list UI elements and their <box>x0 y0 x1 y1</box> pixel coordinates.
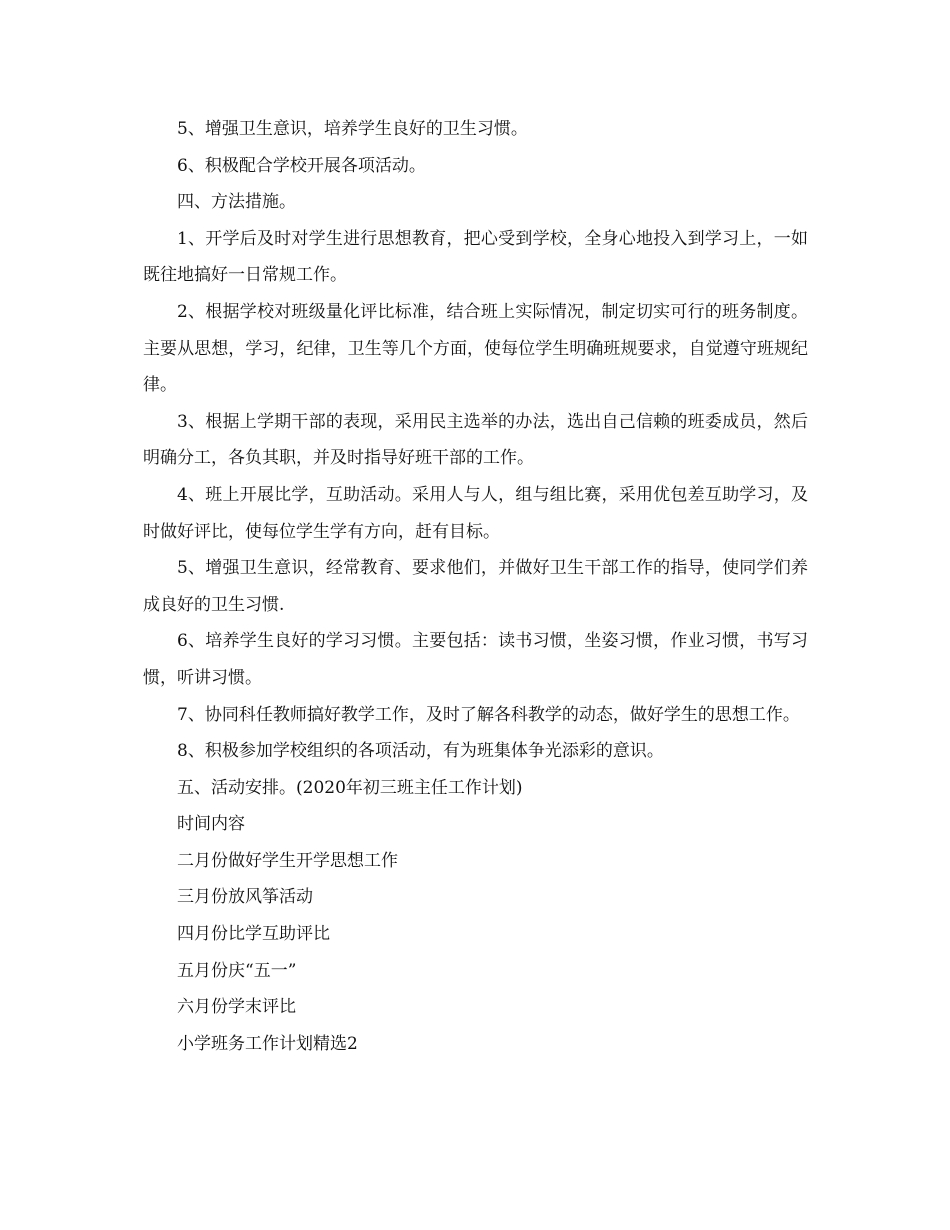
next-section-title: 小学班务工作计划精选2 <box>177 1033 358 1054</box>
paragraph-method-7: 7、协同科任教师搞好教学工作，及时了解各科教学的动态，做好学生的思想工作。 <box>177 704 800 725</box>
paragraph-method-1: 1、开学后及时对学生进行思想教育，把心受到学校，全身心地投入到学习上，一如既往地搞好一日常规工作。 <box>143 228 808 286</box>
schedule-item-april: 四月份比学互助评比 <box>177 924 330 945</box>
paragraph-method-4: 4、班上开展比学，互助活动。采用人与人，组与组比赛，采用优包差互助学习，及时做好评比，使每位学生学有方向，赶有目标。 <box>143 484 808 542</box>
paragraph-method-5: 5、增强卫生意识，经常教育、要求他们，并做好卫生干部工作的指导，使同学们养成良好的卫生习惯. <box>143 558 808 615</box>
schedule-item-may: 五月份庆“五一” <box>177 960 297 981</box>
schedule-header: 时间内容 <box>177 814 245 835</box>
paragraph-method-8: 8、积极参加学校组织的各项活动，有为班集体争光添彩的意识。 <box>177 741 664 762</box>
paragraph-method-2: 2、根据学校对班级量化评比标准，结合班上实际情况，制定切实可行的班务制度。主要从思想，学习，纪律，卫生等几个方面，使每位学生明确班规要求，自觉遵守班规纪律。 <box>143 301 808 396</box>
paragraph-hygiene-goal: 5、增强卫生意识，培养学生良好的卫生习惯。 <box>177 119 528 139</box>
schedule-item-february: 二月份做好学生开学思想工作 <box>177 850 398 871</box>
paragraph-method-6: 6、培养学生良好的学习习惯。主要包括：读书习惯，坐姿习惯，作业习惯，书写习惯，听讲习惯。 <box>143 631 808 688</box>
section-heading-methods: 四、方法措施。 <box>177 192 296 213</box>
schedule-item-june: 六月份学末评比 <box>177 997 296 1018</box>
paragraph-method-3: 3、根据上学期干部的表现，采用民主选举的办法，选出自己信赖的班委成员，然后明确分工，各负其职，并及时指导好班干部的工作。 <box>143 411 808 469</box>
schedule-item-march: 三月份放风筝活动 <box>177 887 313 908</box>
paragraph-activities-goal: 6、积极配合学校开展各项活动。 <box>177 155 426 176</box>
document-body <box>143 111 808 1062</box>
section-heading-schedule: 五、活动安排。(2020年初三班主任工作计划) <box>177 777 523 798</box>
